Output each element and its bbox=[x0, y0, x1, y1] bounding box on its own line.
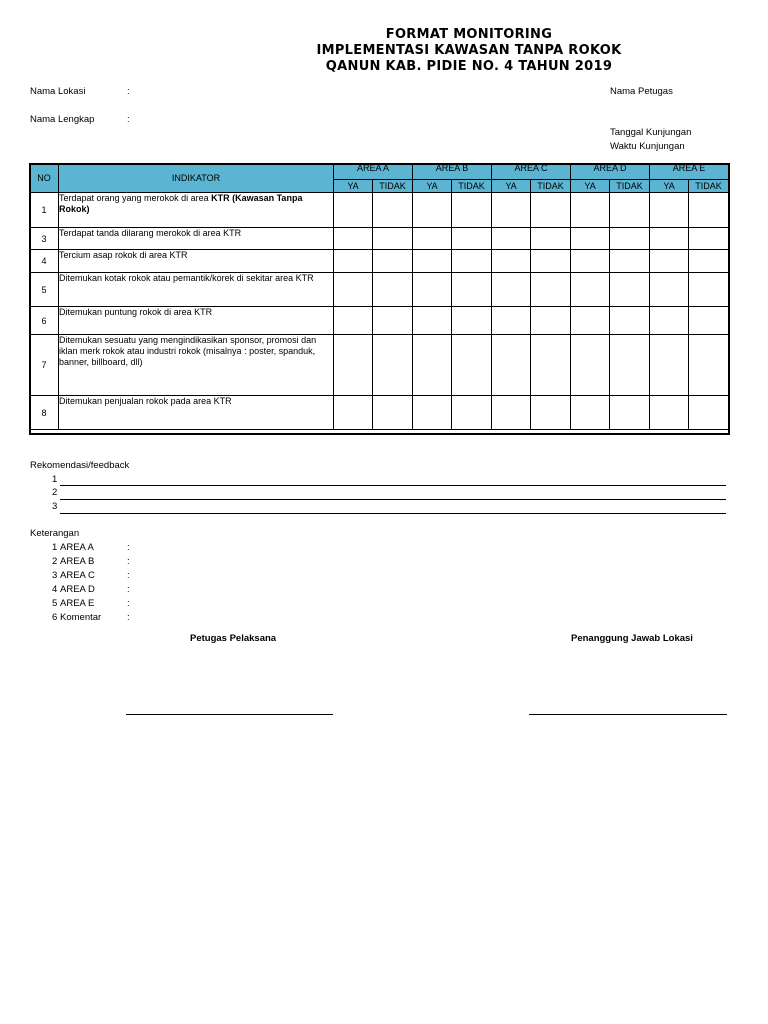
indicator-text: Ditemukan sesuatu yang mengindikasikan sponsor, promosi dan iklan merk rokok atau industri rokok (misalnya : poster, spanduk, banner, billboard, dll) bbox=[59, 335, 317, 367]
checkbox-cell-ya[interactable] bbox=[571, 273, 610, 307]
field-nama-lengkap: Nama Lengkap bbox=[30, 114, 95, 125]
checkbox-cell-tidak[interactable] bbox=[531, 193, 571, 228]
keterangan-colon: : bbox=[127, 570, 130, 581]
indicator-text: Ditemukan kotak rokok atau pemantik/korek di sekitar area KTR bbox=[59, 273, 314, 283]
rekomendasi-number: 3 bbox=[52, 501, 58, 512]
row-number: 1 bbox=[30, 193, 59, 228]
row-indicator bbox=[59, 228, 334, 250]
checkbox-cell-ya[interactable] bbox=[650, 228, 689, 250]
doc-title-line1: FORMAT MONITORING bbox=[385, 27, 553, 42]
checkbox-cell-ya[interactable] bbox=[492, 335, 531, 396]
keterangan-item-label: AREA B bbox=[60, 556, 95, 567]
table-row bbox=[30, 193, 729, 228]
checkbox-cell-ya[interactable] bbox=[492, 396, 531, 430]
checkbox-cell-ya[interactable] bbox=[571, 193, 610, 228]
col-header-tidak: TIDAK bbox=[610, 180, 650, 193]
keterangan-item-label: AREA E bbox=[60, 598, 95, 609]
checkbox-cell-ya[interactable] bbox=[650, 250, 689, 273]
signature-label-petugas: Petugas Pelaksana bbox=[190, 633, 277, 644]
field-nama-lokasi: Nama Lokasi bbox=[30, 86, 86, 97]
checkbox-cell-tidak[interactable] bbox=[610, 273, 650, 307]
col-header-area: AREA B bbox=[413, 164, 492, 180]
table-row bbox=[30, 273, 729, 307]
col-header-tidak: TIDAK bbox=[452, 180, 492, 193]
checkbox-cell-ya[interactable] bbox=[650, 307, 689, 335]
col-header-area: AREA A bbox=[334, 164, 413, 180]
indicator-text: Ditemukan penjualan rokok pada area KTR bbox=[59, 396, 232, 406]
checkbox-cell-ya[interactable] bbox=[413, 335, 452, 396]
checkbox-cell-ya[interactable] bbox=[571, 228, 610, 250]
checkbox-cell-ya[interactable] bbox=[650, 396, 689, 430]
checkbox-cell-ya[interactable] bbox=[571, 335, 610, 396]
checkbox-cell-tidak[interactable] bbox=[610, 250, 650, 273]
checkbox-cell-ya[interactable] bbox=[650, 335, 689, 396]
checkbox-cell-tidak[interactable] bbox=[610, 396, 650, 430]
checkbox-cell-ya[interactable] bbox=[334, 228, 373, 250]
checkbox-cell-tidak[interactable] bbox=[689, 307, 729, 335]
checkbox-cell-ya[interactable] bbox=[334, 193, 373, 228]
field-waktu-kunjungan: Waktu Kunjungan bbox=[610, 141, 685, 152]
checkbox-cell-ya[interactable] bbox=[492, 273, 531, 307]
signature-label-penanggung-jawab: Penanggung Jawab Lokasi bbox=[571, 633, 693, 644]
keterangan-colon: : bbox=[127, 584, 130, 595]
checkbox-cell-tidak[interactable] bbox=[689, 273, 729, 307]
checkbox-cell-tidak[interactable] bbox=[689, 228, 729, 250]
checkbox-cell-tidak[interactable] bbox=[689, 396, 729, 430]
rekomendasi-label: Rekomendasi/feedback bbox=[30, 460, 130, 471]
keterangan-item-label: AREA C bbox=[60, 570, 95, 581]
col-header-no: NO bbox=[30, 164, 59, 193]
field-tanggal-kunjungan: Tanggal Kunjungan bbox=[610, 127, 692, 138]
checkbox-cell-tidak[interactable] bbox=[531, 307, 571, 335]
checkbox-cell-ya[interactable] bbox=[492, 228, 531, 250]
checkbox-cell-ya[interactable] bbox=[571, 250, 610, 273]
keterangan-label: Keterangan bbox=[30, 528, 80, 539]
checkbox-cell-tidak[interactable] bbox=[452, 228, 492, 250]
indicator-text: Terdapat orang yang merokok di area bbox=[59, 193, 212, 203]
indicator-text: Ditemukan puntung rokok di area KTR bbox=[59, 307, 213, 317]
keterangan-item-label: AREA D bbox=[60, 584, 95, 595]
checkbox-cell-ya[interactable] bbox=[413, 193, 452, 228]
checkbox-cell-ya[interactable] bbox=[334, 273, 373, 307]
col-header-ya: YA bbox=[492, 180, 531, 193]
checkbox-cell-ya[interactable] bbox=[571, 396, 610, 430]
row-number: 7 bbox=[30, 335, 59, 396]
checkbox-cell-tidak[interactable] bbox=[452, 307, 492, 335]
col-header-indikator: INDIKATOR bbox=[59, 164, 334, 193]
checkbox-cell-tidak[interactable] bbox=[531, 228, 571, 250]
checkbox-cell-tidak[interactable] bbox=[689, 250, 729, 273]
checkbox-cell-tidak[interactable] bbox=[452, 396, 492, 430]
checkbox-cell-tidak[interactable] bbox=[610, 193, 650, 228]
checkbox-cell-ya[interactable] bbox=[571, 307, 610, 335]
checkbox-cell-ya[interactable] bbox=[492, 250, 531, 273]
col-header-ya: YA bbox=[571, 180, 610, 193]
checkbox-cell-tidak[interactable] bbox=[373, 396, 413, 430]
doc-title-line2: IMPLEMENTASI KAWASAN TANPA ROKOK bbox=[316, 43, 622, 58]
col-header-ya: YA bbox=[413, 180, 452, 193]
checkbox-cell-tidak[interactable] bbox=[373, 228, 413, 250]
keterangan-item-label: AREA A bbox=[60, 542, 94, 553]
checkbox-cell-tidak[interactable] bbox=[452, 335, 492, 396]
doc-title-line3: QANUN KAB. PIDIE NO. 4 TAHUN 2019 bbox=[325, 59, 613, 74]
checkbox-cell-ya[interactable] bbox=[492, 307, 531, 335]
keterangan-number: 5 bbox=[52, 598, 58, 609]
checkbox-cell-tidak[interactable] bbox=[452, 193, 492, 228]
checkbox-cell-ya[interactable] bbox=[334, 396, 373, 430]
table-row bbox=[30, 396, 729, 430]
checkbox-cell-ya[interactable] bbox=[650, 193, 689, 228]
checkbox-cell-ya[interactable] bbox=[413, 307, 452, 335]
checkbox-cell-tidak[interactable] bbox=[610, 307, 650, 335]
row-indicator bbox=[59, 273, 334, 307]
checkbox-cell-ya[interactable] bbox=[413, 228, 452, 250]
col-header-tidak: TIDAK bbox=[373, 180, 413, 193]
row-number: 8 bbox=[30, 396, 59, 430]
keterangan-number: 3 bbox=[52, 570, 58, 581]
checkbox-cell-tidak[interactable] bbox=[531, 335, 571, 396]
row-number: 3 bbox=[30, 228, 59, 250]
rekomendasi-number: 2 bbox=[52, 487, 58, 498]
checkbox-cell-tidak[interactable] bbox=[531, 396, 571, 430]
signature-line-penanggung-jawab[interactable] bbox=[529, 714, 727, 715]
indicator-text: Tercium asap rokok di area KTR bbox=[59, 250, 188, 260]
keterangan-colon: : bbox=[127, 598, 130, 609]
row-number: 5 bbox=[30, 273, 59, 307]
keterangan-colon: : bbox=[127, 556, 130, 567]
rekomendasi-number: 1 bbox=[52, 474, 58, 485]
col-header-area: AREA C bbox=[492, 164, 571, 180]
monitoring-table bbox=[29, 163, 729, 430]
rekomendasi-line[interactable] bbox=[60, 499, 726, 500]
checkbox-cell-ya[interactable] bbox=[334, 250, 373, 273]
col-header-tidak: TIDAK bbox=[531, 180, 571, 193]
indicator-text: Terdapat tanda dilarang merokok di area KTR bbox=[59, 228, 242, 238]
checkbox-cell-tidak[interactable] bbox=[373, 193, 413, 228]
row-indicator bbox=[59, 250, 334, 273]
field-nama-petugas: Nama Petugas bbox=[610, 86, 673, 97]
checkbox-cell-tidak[interactable] bbox=[610, 228, 650, 250]
keterangan-colon: : bbox=[127, 612, 130, 623]
col-header-ya: YA bbox=[650, 180, 689, 193]
checkbox-cell-tidak[interactable] bbox=[373, 307, 413, 335]
table-row bbox=[30, 228, 729, 250]
checkbox-cell-ya[interactable] bbox=[413, 273, 452, 307]
checkbox-cell-tidak[interactable] bbox=[373, 335, 413, 396]
keterangan-colon: : bbox=[127, 542, 130, 553]
checkbox-cell-tidak[interactable] bbox=[452, 273, 492, 307]
rekomendasi-line[interactable] bbox=[60, 513, 726, 514]
row-indicator bbox=[59, 193, 334, 228]
row-indicator bbox=[59, 307, 334, 335]
keterangan-item-label: Komentar bbox=[60, 612, 102, 623]
row-indicator bbox=[59, 335, 334, 396]
checkbox-cell-tidak[interactable] bbox=[452, 250, 492, 273]
checkbox-cell-ya[interactable] bbox=[413, 250, 452, 273]
field-colon: : bbox=[127, 86, 130, 97]
checkbox-cell-tidak[interactable] bbox=[373, 250, 413, 273]
field-colon: : bbox=[127, 114, 130, 125]
row-indicator bbox=[59, 396, 334, 430]
row-number: 6 bbox=[30, 307, 59, 335]
checkbox-cell-tidak[interactable] bbox=[610, 335, 650, 396]
keterangan-number: 4 bbox=[52, 584, 58, 595]
keterangan-number: 2 bbox=[52, 556, 58, 567]
table-row bbox=[30, 250, 729, 273]
checkbox-cell-ya[interactable] bbox=[650, 273, 689, 307]
table-row bbox=[30, 307, 729, 335]
keterangan-number: 1 bbox=[52, 542, 58, 553]
checkbox-cell-ya[interactable] bbox=[492, 193, 531, 228]
col-header-ya: YA bbox=[334, 180, 373, 193]
checkbox-cell-tidak[interactable] bbox=[531, 250, 571, 273]
checkbox-cell-tidak[interactable] bbox=[689, 335, 729, 396]
table-row bbox=[30, 335, 729, 396]
checkbox-cell-tidak[interactable] bbox=[689, 193, 729, 228]
checkbox-cell-ya[interactable] bbox=[334, 335, 373, 396]
checkbox-cell-ya[interactable] bbox=[334, 307, 373, 335]
col-header-area: AREA E bbox=[650, 164, 729, 180]
keterangan-number: 6 bbox=[52, 612, 58, 623]
signature-line-petugas[interactable] bbox=[126, 714, 333, 715]
indicator-text-bold: KTR (Kawasan Tanpa Rokok) bbox=[59, 193, 303, 214]
col-header-area: AREA D bbox=[571, 164, 650, 180]
checkbox-cell-ya[interactable] bbox=[413, 396, 452, 430]
checkbox-cell-tidak[interactable] bbox=[531, 273, 571, 307]
checkbox-cell-tidak[interactable] bbox=[373, 273, 413, 307]
col-header-tidak: TIDAK bbox=[689, 180, 729, 193]
row-number: 4 bbox=[30, 250, 59, 273]
rekomendasi-line[interactable] bbox=[60, 485, 726, 486]
